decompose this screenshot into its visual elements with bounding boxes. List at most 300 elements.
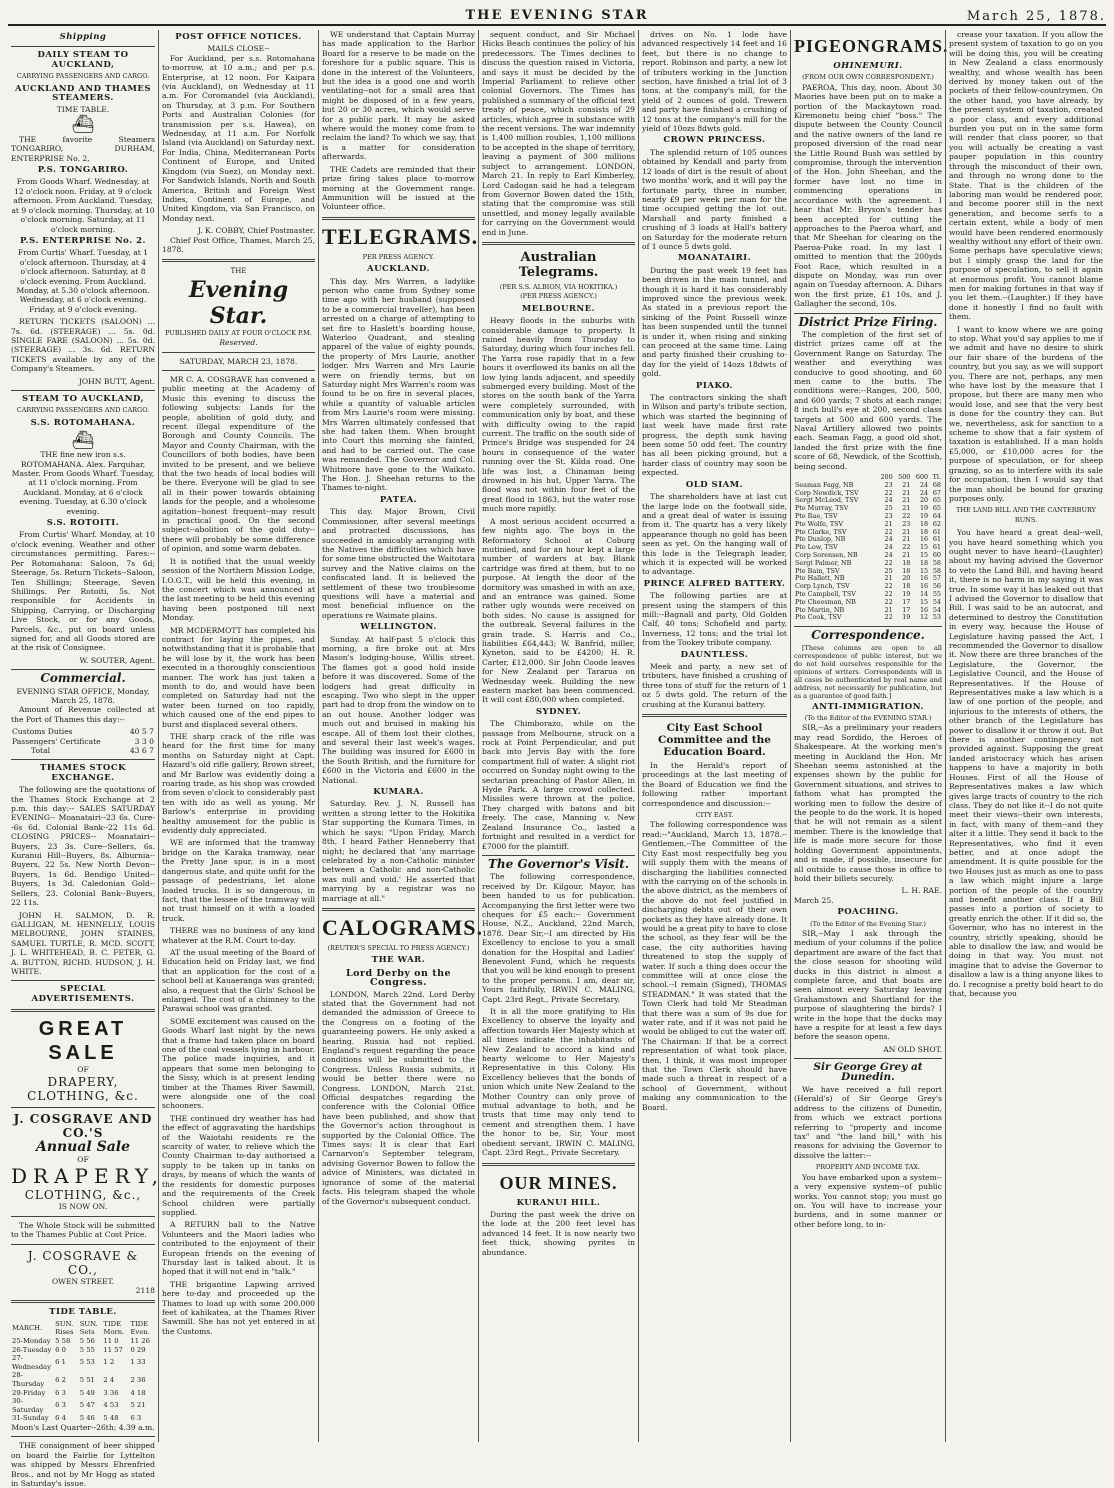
crown-princess-text: The splendid return of 105 ounces obtained by Kendall and party from 12 loads of dirt is the result of about two months' work, and it will pay the fortunate party, three in number, nearly £9 per week per man for the time occupied getting the lot out. Marshall and party finished a crushing of 3 loads at Hall's battery on Saturday for the moderate return of 1 ounce 5 dwts gold. (642, 147, 787, 251)
melbourne-text: Heavy floods in the suburbs with considerable damage to property. It rained heavily from Thursday to Saturday, during which four inches fell. The Yarra rose rapidly that in a few hours it overflowed its banks on all the low lying lands adjacent, and speedily submerged every building. Most of the stores on the south bank of the Yarra were completely surrounded, with communication only by boat, and these with difficulty owing to the rapid current. The traffic on the south side of Prince's Bridge was suspended for 24 hours in consequence of the water running over the St. Kilda road. One life was lost, a Chinaman being drowned in his hut, Upper Yarra. The flood was not within four feet of the great flood in 1863, but the water rose much more rapidly. (482, 316, 635, 514)
masthead-title: THE EVENING STAR (465, 8, 649, 23)
shipping-heading: Shipping (59, 32, 107, 42)
editorial-para: THE brigantine Lapwing arrived here to-day and proceeded up the Thames to load up with some 200,000 feet of kahikatea, at the Thames River Sawmill. She has not yet entered in at the Customs. (162, 1279, 315, 1336)
auckland-text: This day. Mrs Warren, a ladylike person who came from Sydney some time ago with her husband (supposed to be a commercial traveller), has been arrested on a charge of attempting to set fire to Haslett's boarding house, Waterloo Quadrant, and stealing apparel of the value of eighty pounds, the property of Mrs Laurie, another lodger. Mrs Warren and Mrs Laurie were on friendly terms, but on Saturday night Mrs Warren's room was found to be on fire in several places, while a quantity of valuable articles from Mrs Laurie's room were missing. Mrs Warren ultimately confessed that she had taken them. When brought into Court this morning she fainted, and had to be carried out. The case was remanded. The Governor and Col. Whitmore have gone to the Waikato. The Hon. J. Sheehan returns to the Thames to-night. (322, 276, 475, 493)
reuters-line: (REUTER'S SPECIAL TO PRESS AGENCY.) (327, 943, 470, 952)
masthead-date: March 25, 1878. (966, 9, 1106, 24)
tide-cell: 11 57 (103, 1345, 123, 1354)
table-row (11, 737, 155, 746)
of-word: OF (77, 1065, 89, 1075)
tide-col-head: SUN. Sets (79, 1319, 98, 1337)
table-row (11, 1354, 155, 1371)
wellington-text: Sunday. At half-past 5 o'clock this morning, a fire broke out at Mrs Mason's lodging-house, Willis street. The flames got a good hold inside before it was discovered. Some of the lodgers had great difficulty in escaping. Two who slept in the upper part had to drop from the window on to an out house. Another lodger was much out and bruised in making his escape. All of them lost their clothes, and several their last week's wages. The building was insured for £600 in the South British, and the furniture for £600 in the Victoria and £600 in the National. (322, 634, 475, 785)
score-cell: 55 (932, 590, 941, 599)
tide-cell: 5 55 (79, 1345, 95, 1354)
tide-cell: 3 36 (103, 1388, 119, 1397)
letter-signature: L. H. RAE. (901, 886, 942, 896)
carrying-line: CARRYING PASSENGERS AND CARGO. (16, 72, 150, 81)
score-cell: Pte Dunlop, NB (795, 535, 846, 544)
score-cell: 65 (932, 504, 941, 513)
score-cell: 58 (932, 566, 941, 575)
commercial-heading: Commercial. (40, 671, 126, 686)
tide-table (11, 1320, 155, 1423)
enterprise-heading: P.S. ENTERPRISE No. 2. (20, 235, 146, 246)
tide-cell: 5 48 (103, 1414, 119, 1423)
mails-text: For Auckland, per s.s. Rotomahana to-morrow, at 10 a.m.; and per p.s. Enterprise, at 12 noon. For Kaipara (via Auckland), on Wednesday at 11 a.m. For Coromandel (via Auckland), on Thursday, at 3 p.m. For Southern Ports and Australian Colonies (for transmission per s.s. Hawea), on Wednesday, at 11 a.m. For Norfolk Island (via Auckland) on Saturday next. For India, China, Mediterranean Ports Continent of Europe, and United Kingdom (via Suez), on Monday next. For Sandwich Islands, North and South America, British and Foreign West Indies, Continent of Europe, and United Kingdom, via San Francisco, on Monday next. (162, 53, 315, 223)
wellington-heading: WELLINGTON. (360, 622, 437, 633)
correspondence-heading: Correspondence. (811, 628, 925, 643)
pigeongrams-text: PAEROA, This day, noon. About 30 Maories have been put on to make a portion of the Mackaytown road. Kiremonetu being chief "boss." The dispute between the County Council and the native owners of the land re proposed diversion of the road near the Little Round Bush was settled by compromise, through the intervention of the Hon. John Sheehan, and the former have lost no time in commencing operations in accordance with the agreement. I hear that Mr. Bryson's tender has been accepted for cutting the approaches to the Paeroa wharf, and that Mr Sheehan for clearing on the Paeroa-Puke road. In my last I omitted to mention that the 200yds Foot Race, which resulted in a dispute on Monday, was run over again on Tuesday afternoon. A. Dihars won the first prize, £1 10s, and J. Gallagher the second, 10s. (794, 82, 943, 309)
score-cell: 22 (902, 543, 911, 552)
grey-speech-para: You have heard a great deal--well, you have heard something which you ought never to have heard--(Laughter) about my having advised the Governor to veto the Land Bill, and having heard it, there is no harm in my saying it was true. In some way it has leaked out that I advised the Governor to disallow that Bill. I was said to be an autocrat, and determined to destroy the Constitution in every way, because the House of Legislature having passed the Act, I recommended the Governor to disallow it. Now there are three branches of the Legislature, the Governor, the Legislative Council, and the House of Representatives. If the House of Representatives make a law which is a law of one portion of the people, and injurious to the interests of others, the other branch of the Legislature has power to disallow it or throw it out. But there is another contingency not provided against. Supposing the great landed aristocracy which has arisen happens to have a majority in both Houses. First of all the House of Representatives makes a law which gives large tracts of country to the rich class. They do not like it--I do not quite meet their views--their own interests, in fact, with many of them--and they alter it a little. They send it back to the Representatives, who find it even better, and at once adopt the amendment. It is quite possible for the two Houses just as much as one to pass a law which might injure a large portion of the people of the country and benefit another class. If a Bill passes into a portion of society to greatly enrich the other. If it did so, the Governor, who has no interest in the country, strictly speaking, should be able to disallow the law, and would be doing in that way. You must not imagine that to advise the Governor to disallow a law is a thing anyone likes to do. I recognise a pretty bold heart to do that, because you (949, 528, 1103, 999)
tide-cell: 6 2 (55, 1375, 66, 1384)
post-office-heading: POST OFFICE NOTICES. (175, 32, 302, 42)
melbourne-text-2: A most serious accident occurred a few nights ago. The boys in the Reformatory School at Coburg mutinied, and for an hour kept a large number of warders at bay. Blank cartridge was fired at them, but to no purpose. At length the door of the dormitory was smashed in with an axe, and an entrance was gained. Some rather ugly wounds were received on both sides. No cause is assigned for the outbreak. Several failures in the grain trade. S. Harris and Co., liabilities £64,443; W. Banfrid, miller, Kyneton, said to be £4200; H. R. Carter, £12,000. Sir John Coode leaves for New Zealand per Tararua on Wednesday week. Building the new eastern market has been commenced. It will cost £80,000 when completed. (482, 516, 635, 705)
kuranui-heading: KURANUI HILL. (516, 1197, 601, 1208)
column-2 (158, 30, 318, 1442)
moon-note: Moon's Last Quarter--26th; 4.39 a.m. (11, 1422, 155, 1432)
tide-cell: 25-Monday (12, 1337, 51, 1345)
news-para: THE Cadets are reminded that their prize firing takes place to-morrow morning at the Government range. Ammunition will be issued at the Volunteer office. (322, 164, 475, 212)
albion-line: (PER S.S. ALBION, VIA HOKITIKA.) (499, 282, 618, 291)
score-cell: 15 (919, 597, 929, 606)
score-cell: 24 (884, 535, 893, 544)
tide-cell: 6 1 (55, 1358, 66, 1367)
tide-cell: 5 49 (79, 1388, 95, 1397)
score-cell: 60 (932, 551, 941, 560)
postmaster: J. K. COBBY, Chief Postmaster. (197, 226, 315, 236)
score-cell: 16 (919, 605, 929, 614)
editorial-para: SOME excitement was caused on the Goods Wharf last night by the news that a frame had taken place on board one of the coal vessels lying in harbour. The police made inquiries, and it appears that some men belonging to the Sissy, which is at present lending timber at the Thames River Sawmill, were alongside one of the coal schooners. (162, 1016, 315, 1111)
moanatairi-heading: MOANATAIRI. (677, 253, 752, 264)
carrying-line-2: CARRYING PASSENGERS AND CARGO. (16, 406, 150, 415)
score-cell: 21 (902, 488, 911, 497)
to-editor: (To the Editor of the EVENING STAR.) (804, 714, 932, 723)
news-para: WE understand that Captain Murray has made application to the Harbor Board for a reserve to be made on the foreshore for a public square. This is done in the interest of the Volunteers, but the idea is a good one and worth ventilating--not for a small area that might be disposed of in a few years, but 20 or 30 acres, which would serve for a public park. It may be asked where would the money come from to reclaim the land? To which we say, that is a matter for consideration afterwards. (322, 30, 475, 162)
score-cell: 21 (902, 551, 911, 560)
now-on: IS NOW ON. (58, 1202, 108, 1212)
score-cell: 16 (919, 535, 929, 544)
tide-cell: 5 21 (130, 1401, 146, 1410)
score-cell: 65 (932, 496, 941, 505)
daily-steam-heading: DAILY STEAM TO AUCKLAND, (37, 50, 129, 70)
editorial-para: It is notified that the usual weekly session of the Northern Mission Lodge, I.O.G.T., will be held this evening, in the concert which was announced at the last meeting to be held this evening having been postponed till next Monday. (162, 556, 315, 623)
grey-dunedin-heading: Sir George Grey at Dunedin. (813, 1061, 923, 1083)
editorial-para: THERE was no business of any kind whatever at the R.M. Court to-day. (162, 926, 315, 945)
mails-close: MAILS CLOSE-- (207, 44, 270, 54)
kumara-text: Saturday. Rev. J. N. Russell has written a strong letter to the Hokitika Star supporting the Kumara Times, in which he says: "Upon Friday, March 8th, I heard Father Henneberry that night; he declared that 'any marriage celebrated by a non-Catholic minister between a Catholic and non-Catholic was null and void.' He asserted that marrying by a registrar was no marriage at all." (322, 799, 475, 903)
derby-text: LONDON, March 22nd. Lord Derby stated that the Government had not demanded the admission of Greece to the Congress on a footing of the guaranteeing powers. He only asked a hearing. Russia had not replied. England's request regarding the peace conditions will be submitted to the Congress. Unless Russia submits, it would be better there were no Congress. LONDON, March 21st. Official despatches regarding the conference with the Colonial Office have been published, and show that the Governor's action throughout is supported by the Colonial Office. The Times says: It is clear that Earl Carnarvon's September telegram, advising Governor Bowen to follow the advice of Ministers, was dictated in ignorance of some of the material facts. His telegram shaped the whole of the Governor's subsequent conduct. (322, 989, 475, 1206)
the-war-heading: THE WAR. (371, 955, 426, 966)
tide-cell: 5 56 (79, 1337, 95, 1345)
score-cell: Seaman Fagg, NB (795, 480, 854, 489)
score-col-head: 600 (915, 473, 929, 482)
sydney-heading: SYDNEY. (535, 706, 582, 717)
score-cell: 18 (919, 527, 929, 536)
dauntless-text: Meek and party, a new set of tributers, have finished a crushing of three tons of stuff for the return of 1 oz 5 dwts gold. The return of the crushing at the Kuranui battery. (642, 662, 787, 709)
tide-col-head: TIDE Even. (130, 1319, 150, 1337)
score-cell: Corp Sorensen, NB (795, 551, 858, 560)
table-row (794, 614, 942, 622)
table-row (11, 1346, 155, 1355)
score-cell: 21 (884, 519, 893, 528)
score-cell: 19 (919, 512, 929, 521)
tide-cell: 2 4 (103, 1375, 115, 1384)
score-cell: 23 (902, 519, 911, 528)
score-cell: 22 (884, 527, 893, 536)
score-cell: 21 (884, 605, 893, 614)
score-cell: 25 (884, 566, 893, 575)
score-cell: Corp Newdick, TSV (795, 488, 859, 497)
table-row (11, 1320, 155, 1337)
tide-cell: 26-Tuesday (12, 1345, 52, 1354)
score-cell: 18 (902, 558, 911, 567)
tide-cell: 1 33 (130, 1358, 146, 1367)
steamship-icon-2: ⛴ (71, 429, 95, 451)
score-cell: 67 (932, 488, 941, 497)
editorial-para: AT the usual meeting of the Board of Education held on Friday last, we find that an application for the cost of a school bell at Kauaeranga was granted; also, a request that the Girls' School be enlarged. The cost of a chimney to the Parawai school was granted. (162, 947, 315, 1014)
score-cell: 22 (884, 590, 893, 599)
score-cell: 19 (919, 504, 929, 513)
editorial-para: WE are informed that the tramway bridge on the Karaka tramway, near the Pretty Jane spur, is in a most dangerous state, and quite unfit for the passage of pedestrians, let alone loaded trucks. It is so dangerous, in fact, that the lessee of the tramway will not trust himself on it with a loaded truck. (162, 838, 315, 923)
tide-cell: 6 4 (55, 1414, 66, 1423)
prince-alfred-text: The following parties are at present using the stampers of this mill:--Bagnall and party, Old Golden Calf, 40 tons; Schofield and party, Inverness, 12 tons; and the trial lot from the Tookey tribute company. (642, 591, 787, 648)
ad-number: 2118 (135, 1286, 155, 1295)
tongariro-schedule: From Goods Wharf. Wednesday, at 12 o'clock noon. Friday, at 9 o'clock afternoon. From Auckland. Tuesday, at 9 o'clock morning. Thursday, at 10 o'clock morning. Saturday, at 11 o'clock morning. (11, 177, 155, 234)
piako-heading: PIAKO. (696, 380, 733, 391)
tide-cell: 5 51 (79, 1375, 95, 1384)
score-cell: 17 (902, 605, 911, 614)
governors-visit-text: The following correspondence, received by Dr. Kilgour, Mayor, has been handed to us for publication. Accompanying the first letter were two cheques for £5 each:-- Government House, N.Z., Auckland, 22nd March, 1878. Dear Sir,--I am directed by His Excellency to enclose to you a small donation for the Hospital and Ladies' Benevolent Fund, which he requests that you will be kind enough to present to the proper persons. I am, dear sir, Yours faithfully, IRWIN C. MALING, Capt. 23rd Regt., Private Secretary. (482, 872, 635, 1004)
score-cell: 21 (902, 496, 911, 505)
old-siam-heading: OLD SIAM. (685, 479, 744, 490)
tide-col-head: TIDE Morn. (103, 1319, 125, 1337)
score-cell: 12 (919, 613, 929, 622)
rotomahana-schedule: THE fine new iron s.s. ROTOMAHANA. Alex. Farquhar, Master. From Goods Wharf. Tuesday, at 11 o'clock morning. From Auckland. Monday, at 6 o'clock evening. Tuesday, at 6.30 o'clock evening. (11, 450, 155, 516)
score-cell: 64 (932, 512, 941, 521)
score-cell: Pte Cheesman, NB (795, 597, 856, 606)
score-cell: 22 (902, 512, 911, 521)
score-cell: 22 (884, 582, 893, 591)
editorial-para: THE sharp crack of the rifle was heard for the first time for many months on Saturday night at Capt. Hazard's old rifle gallery, Brown street, and Mr Barlow was evidently doing a roaring trade, as his shop was crowded from seven o'clock to considerably past ten with ido as well as young. Mr Barlow's enterprise in providing healthy amusement for the public is evidently duly appreciated. (162, 732, 315, 836)
score-cell: 16 (919, 582, 929, 591)
agent-butt: JOHN BUTT, Agent. (78, 376, 155, 386)
score-cell: 23 (884, 480, 893, 489)
score-cell: Corp Lynch, TSV (795, 582, 850, 591)
letter-date: March 25. (794, 895, 834, 905)
score-cell: 21 (902, 480, 911, 489)
score-cell: Pte Martin, NB (795, 605, 845, 614)
owen-street: OWEN STREET. (51, 1276, 115, 1286)
score-col-head: 200 (880, 473, 893, 482)
pigeongrams-heading: PIGEONGRAMS. (794, 36, 949, 56)
special-ads-heading: SPECIAL ADVERTISEMENTS. (31, 984, 135, 1004)
our-mines-heading: OUR MINES. (499, 1172, 618, 1193)
score-cell: Pte Clarke, TSV (795, 527, 847, 536)
score-cell: 15 (919, 566, 929, 575)
column-7 (945, 30, 1106, 1442)
grey-text: We have received a full report (Herald's) of Sir George Grey's address to the citizens of Dunedin, from which we extract portions referring to "property and income tax" and "the land bill," with his reasons for advising the Governor to dissolve the latter:-- (794, 1085, 942, 1160)
table-row (11, 1337, 155, 1346)
tide-cell: 4 18 (130, 1388, 146, 1397)
city-east-heading: City East School Committee and the Education Board. (658, 722, 771, 759)
steamship-icon: ⛴ (71, 114, 95, 136)
table-row (11, 727, 155, 736)
news-para: sequent conduct, and Sir Michael Hicks Beach continues the policy of his predecessors. The Times declines to discuss the question raised in Victoria, and says it must be decided by the Imperial Parliament to relieve other colonial Governors. The Times has published a summary of the official text treaty of peace, which consists of 29 articles, which agree in substance with the recent versions. The war indemnity is 1,400 million roubles, 1,100 millions to be accepted in the shape of territory, leaving a payment of 300 millions subject to arrangement. LONDON, March 21. In reply to Earl Kimberley, Lord Cadogan said he had a telegram from Governor Bowen dated the 15th, stating that the compromise was still unsettled, and money legally available for carrying on the Government would end in June. (482, 30, 635, 237)
anti-immigration-text: SIR,--As a preliminary your readers may read Sordido, the Heroes of Shakespeare. At the working men's meeting in Auckland the Hon. Mr Sheehan seems astonished at the expenses shown by the public for Government situations, and strives to fathom what has prompted the working men to follow the desire of the people to do the work. It is hoped that he will not remain as a silent member. There is the knowledge that life is made more secure for those holding Government appointments, and is made, if possible, insecure for all outside to cause those in office to hold their billets securely. (794, 723, 942, 883)
score-cell: 68 (932, 480, 941, 489)
tide-heading: TIDE TABLE. (49, 1307, 117, 1318)
score-cell: 22 (884, 488, 893, 497)
poaching-text: SIR,--May I ask through the medium of your columns if the police department are aware of the fact that the close season for shooting wild ducks in this district is almost a complete farce, and that boats are seen almost every Saturday leaving Grahamstown and Shortland for the purpose of slaughtering the birds? I write in the hope that the ducks may have a respite for at least a few days before the season opens. (794, 928, 942, 1042)
favorite-steamers: THE favorite Steamers TONGARIRO, DURHAM, ENTERPRISE No. 2, (11, 134, 155, 163)
tide-cell: 11 0 (103, 1337, 119, 1345)
clothing-word: CLOTHING, &c., (24, 1188, 142, 1203)
score-cell: 23 (884, 512, 893, 521)
drapery-clothing: DRAPERY, CLOTHING, &c. (27, 1074, 139, 1103)
patea-text: This day. Major Brown, Civil Commissioner, after several meetings and protracted discussions, has succeeded in amicably arranging with the Natives the difficulties which have for some time obstructed the Waitotara survey and the Native claims on the confiscated land. It is believed the settlement of these two troublesome questions will have a material and most beneficial influence on the operations re Waimate plains. (322, 507, 475, 620)
tide-cell: 27-Wednesday (12, 1354, 51, 1371)
revenue-value: 43 6 7 (129, 746, 154, 755)
piako-text: The contractors sinking the shaft in Wilson and party's tribute section, which was started the beginning of last week have made first rate progress, the depth sunk having been some 50 odd feet. The country has all been picking ground, but a harder class of country may soon be expected. (642, 393, 787, 478)
rotomahana-heading: S.S. ROTOMAHANA. (30, 417, 136, 428)
tide-cell: 1 2 (103, 1358, 115, 1367)
tide-cell: 30-Saturday (12, 1397, 44, 1414)
crown-princess-heading: CROWN PRINCESS. (663, 135, 766, 146)
revenue-value: 40 5 7 (129, 727, 154, 737)
score-cell: 24 (884, 496, 893, 505)
per-press: PER PRESS AGENCY. (362, 252, 435, 261)
tide-col-head: SUN. Rises (55, 1319, 74, 1337)
published-line: PUBLISHED DAILY AT FOUR O'CLOCK P.M. (165, 328, 312, 337)
tide-cell: 5 46 (79, 1414, 95, 1423)
score-cell: 17 (902, 597, 911, 606)
score-col-head: 500 (898, 473, 911, 482)
tax-text: You have embarked upon a system--a very expensive system--of public works. You cannot stop; you must go on. You will have to increase your burdens, and in some manner or other before long, to in- (794, 1172, 942, 1229)
score-cell: Pte Rae, TSV (795, 512, 838, 521)
editorial-para: THE continued dry weather has had the effect of aggravating the hardships of the Waiotahi residents re the scarcity of water, to relieve which the County Chairman to-day authorised a supply to be taken up in tanks on drays, by means of which the wants of the residents for domestic purposes and the requirements of the Creek School children were partially supplied. (162, 1113, 315, 1217)
score-cell: 62 (932, 519, 941, 528)
masthead (8, 4, 1106, 26)
score-cell: 18 (919, 519, 929, 528)
enterprise-schedule: From Curtis' Wharf. Tuesday, at 1 o'clock afternoon. Thursday, at 4 o'clock afternoon. Saturday, at 8 o'clock evening. From Auckland. Monday, at 5.30 o'clock afternoon. Wednesday, at 6 o'clock evening. Friday, at 9 o'clock evening. (16, 248, 150, 314)
editorial-para: MR MCDERMOTT has completed his contract for laying the pipes, and notwithstanding that it is probable that he will lose by it, the work has been executed in a thoroughly conscientious manner. The work has just taken a month to do, and would have been completed on Saturday had not the water been turned on too rapidly, which caused one of the end pipes to burst and displaced several others. (162, 625, 315, 729)
to-editor-2: (To the Editor of the Evening Star.) (810, 919, 926, 928)
rotoiti-schedule: From Curtis' Wharf. Monday, at 10 o'clock evening. Weather and other circumstances permitting. Fares:--Per Rotomahana: Saloon, 7s 6d; Steerage, 5s. Return Tickets--Saloon, Ten Shillings; Steerage, Seven Shillings. Per Rotoiti, 5s. Not responsible for Accidents in Shipping, Carrying, or Discharging Live Stock, or for any Goods, Parcels, &c., put on board unless signed for, and all Goods stored are at the risk of Consignee. (11, 530, 155, 653)
kuranui-text: During the past week the drive on the lode at the 200 feet level has advanced 14 feet. It is now nearly two feet thick, showing pyrites in abundance. (482, 1209, 635, 1257)
editorial-date: SATURDAY, MARCH 23, 1878. (179, 356, 298, 366)
telegrams-heading: TELEGRAMS. (322, 223, 479, 249)
editorial-para: A RETURN ball to the Native Volunteers and the Maori ladies who contributed to the enjoyment of their European friends on the evening of Thursday last is talked about. It is hoped that it will not end in "talk." (162, 1220, 315, 1277)
time-table-label: TIME TABLE. (56, 105, 110, 115)
kumara-heading: KUMARA. (373, 787, 424, 798)
score-cell: 25 (884, 504, 893, 513)
table-row (11, 1397, 155, 1414)
score-cell: 21 (902, 535, 911, 544)
revenue-label: Total (31, 746, 51, 755)
office-dateline: EVENING STAR OFFICE, Monday, March 25, 1878. (16, 686, 150, 705)
score-cell: 24 (919, 480, 929, 489)
post-office-date: Chief Post Office, Thames, March 25, 1878. (162, 235, 315, 254)
city-east-small: CITY EAST. (695, 811, 734, 820)
city-east-intro: In the Herald's report of proceedings at the last meeting of the Board of Education we find the following rather important correspondence and discussion:-- (642, 761, 787, 808)
poaching-heading: POACHING. (837, 907, 899, 918)
annual-sale: Annual Sale (35, 1138, 131, 1155)
exchange-heading: THAMES STOCK EXCHANGE. (40, 763, 126, 783)
score-cell: Sergt Palmer, NB (795, 558, 852, 567)
score-cell: 57 (932, 574, 941, 583)
exchange-text: The following are the quotations of the Thames Stock Exchange at 2 p.m. this day:-- SALES SATURDAY EVENING-- Moanatairi--23 6s. Cure--6s 6d. Colonial Bank--22 11s 6d. CLOSING PRICES-- Moanatairi--Buyers, 23 3s. Cure--Sellers, 6s. Kuranui Hill--Buyers, 8s. Alburnia--Buyers, 22 5s. New North Devon--Buyers, 1s 6d. Bendigo United--Buyers, 1s 3d. Caledonian Gold--Sellers, 23. Colonial Bank--Buyers, 22 11s. (11, 785, 155, 908)
press-agency-line: (PER PRESS AGENCY.) (520, 292, 597, 301)
tide-cell: 2 36 (130, 1375, 146, 1384)
score-cell: 22 (884, 597, 893, 606)
cosgrave-co: J. COSGRAVE & CO., (27, 1248, 139, 1277)
score-cell: 58 (932, 558, 941, 567)
score-cell: Pte Cook, TSV (795, 613, 842, 622)
score-cell: 53 (932, 613, 941, 622)
score-cell: 61 (932, 535, 941, 544)
cosgrave-name: J. COSGRAVE AND CO.'S (13, 1111, 153, 1140)
auckland-thames-heading: AUCKLAND AND THAMES STEAMERS. (14, 83, 151, 104)
correspondence-note: [These columns are open to all correspondence of public interest, but we do not hold ourselves responsible for the opinions of writers. Correspondents will in all cases be authenticated by real name and address, not necessarily for publication, but as a guarantee of good faith.] (794, 643, 942, 700)
score-cell: 24 (884, 551, 893, 560)
tide-cell: 5 58 (55, 1337, 71, 1345)
land-bill-heading: THE LAND BILL AND THE CANTERBURY RUNS. (956, 506, 1096, 524)
score-cell: 22 (884, 613, 893, 622)
tide-cell: 6 3 (55, 1401, 66, 1410)
reserved-line: Reserved. (219, 338, 258, 348)
score-cell: 56 (932, 582, 941, 591)
score-cell: 22 (884, 558, 893, 567)
column-1 (8, 30, 165, 1488)
score-cell: 19 (902, 590, 911, 599)
score-cell: 16 (919, 574, 929, 583)
score-cell: 61 (932, 527, 941, 536)
revenue-table (11, 727, 155, 755)
sydney-text: The Chimborazo, while on the passage from Melbourne, struck on a rock at Point Perpendicular, and put back into Jervis Bay with the fore compartment full of water. A slight riot occurred on Sunday night owing to the sectarian preaching of Pastor Allen, in Hyde Park. A large crowd collected. Missiles were thrown at the police. They charged with batons and bit freely. The case, Manning v. New Zealand Insurance Co., lasted a fortnight and resulted in a verdict for £7000 for the plaintiff. (482, 719, 635, 851)
scores-table (794, 474, 942, 622)
auckland-heading: AUCKLAND. (366, 264, 431, 275)
own-correspondent: (FROM OUR OWN CORRESPONDENT.) (802, 73, 934, 82)
table-row (11, 1414, 155, 1423)
return-tickets: RETURN TICKETS (SALOON) ... 7s. 6d. (STEERAGE) ... 5s. 0d. SINGLE FARE (SALOON) ... 5s. 0d. (STEERAGE) ... 3s. 6d. RETURN TICKETS available by any of the Company's Steamers. (11, 317, 155, 374)
score-cell: 21 (902, 527, 911, 536)
score-cell: 20 (919, 496, 929, 505)
column-5 (638, 30, 790, 1442)
district-prize-heading: District Prize Firing. (798, 314, 938, 329)
score-col-head: Tl. (932, 473, 941, 482)
table-row (11, 746, 155, 755)
revenue-label: Customs Duties (12, 727, 73, 737)
tide-cell: 5 53 (79, 1358, 95, 1367)
grey-speech-para: I want to know where we are going to stop. What you'd say applies to me if we admit and have no desire to shirk our fair share of the burdens of the country, but you say, as we will support you. There are not, perhaps, any men who have lost by the measure that I propose, but there are many men who would lose, and see that the very best is done for the country they can. But we, nevertheless, ask for sanction to a scheme to show that a fair system of taxation is established. If a man holds £5,000, or £10,000 acres for the purpose of speculation, or for sheep grazing, so as to interfere with its sale for occupation, then I would say that the man should be bound for grazing purposes only. (949, 324, 1103, 503)
tide-cell: 28-Thursday (12, 1371, 45, 1388)
score-cell: 18 (919, 558, 929, 567)
score-cell: 14 (919, 590, 929, 599)
score-cell: Pte Murray, TSV (795, 504, 849, 513)
drapery-word: DRAPERY, (11, 1164, 165, 1189)
of-word-2: OF (77, 1154, 89, 1164)
score-cell: 20 (902, 574, 911, 583)
tide-cell: 6 3 (55, 1388, 66, 1397)
score-cell: Pte Low, TSV (795, 543, 838, 552)
table-row (11, 1389, 155, 1398)
agent-souter: W. SOUTER, Agent. (79, 655, 155, 665)
revenue-label: Passengers' Certificate (12, 736, 101, 746)
steam-auckland-heading: STEAM TO AUCKLAND, (21, 394, 145, 404)
brokers-list: JOHN H. SALMON, D. R. GALLIGAN, M. HENNELLY, LOUIS MELBOURNE, JOHN STAINES, SAMUEL TURTLE, R. MCD. SCOTT, J. L. WHITEHEAD, B. C. FETER, G. A. BUTTON, RICHD. HUDSON, J. H. WHITE. (11, 910, 155, 976)
score-cell: 61 (932, 543, 941, 552)
editorial-para: MR C. A. COSGRAVE has convened a public meeting at the Academy of Music this evening to discuss the following subjects: Lands for the people, abolition of gold duty, and recent illegal expenditure of the Borough and County Councils. The Mayor and County Chairman, with the Councillors of both bodies, have been invited to be present, and we believe that the two heads of local bodies will be there. Everyone will be glad to see all in their power towards obtaining lands for the people, and a wholesome agitation--honest frequent--may result in practical good. On the second subject--abolition of the gold duty--there will probably be some difference of opinion, and some warm debates. (162, 374, 315, 554)
score-cell: 18 (902, 566, 911, 575)
tide-cell: 4 53 (103, 1401, 119, 1410)
prince-alfred-heading: PRINCE ALFRED BATTERY. (643, 578, 786, 589)
score-cell: Pte Wolfe, TSV (795, 519, 844, 528)
patea-heading: PATEA. (379, 494, 418, 505)
ohinemuri-heading: OHINEMURI. (833, 61, 903, 71)
revenue-value: 3 3 0 (134, 736, 154, 746)
column-3 (318, 30, 483, 1442)
old-shot-signature: AN OLD SHOT. (883, 1044, 942, 1054)
tide-cell: 0 29 (130, 1345, 146, 1354)
great-sale: GREAT SALE (38, 1018, 128, 1065)
tide-cell: 5 47 (79, 1401, 95, 1410)
consignment-note: THE consignment of beer shipped on board the Fairlie for Lyttelton was shipped by Messrs Ehrenfried Bros., and not by Mr Hogg as stated in Saturday's issue. (11, 1441, 155, 1488)
city-east-text: The following correspondence was read:--"Auckland, March 13, 1878.--Gentlemen,--The Committee of the City East most respectfully beg you will supply them with the means of discharging the liabilities connected with the carrying on of the schools in the above district, as the members of the above do not feel justified in discharging debts out of their own pockets as they have already done. It would be a great pity to have to close the school, as they fear will be the case, the city authorities having threatened to stop the supply of water. If such a thing does occur the committee will at once close the school.--I remain (Signed), THOMAS STEADMAN." It was stated that the Town Clerk had told Mr Steadman that there was a sum of 9s due for water rate, and if it was not paid he would be obliged to cut the water off. The Chairman: If that be a correct representation of what took place, then, I think, it was most improper that the Town Clerk should have made such a threat in respect of a school of Government, without making any communication to the Board. (642, 820, 787, 1112)
whole-stock: The Whole Stock will be submitted to the Thames Public at Cost Price. (11, 1220, 155, 1240)
score-cell: 19 (902, 613, 911, 622)
tide-cell: 11 26 (130, 1337, 150, 1345)
score-cell: 21 (884, 574, 893, 583)
calograms-heading: CALOGRAMS. (322, 914, 483, 940)
tide-cell: 6 0 (55, 1345, 66, 1354)
evening-star-nameplate: Evening Star. (188, 276, 289, 329)
score-cell: 24 (919, 488, 929, 497)
score-cell: Pte Bain, TSV (795, 566, 840, 575)
prize-firing-text: The completion of the first set of district prizes came off at the Government Range on Saturday. The weather and everything was conducive to good shooting, and 60 men came to the butts. The conditions were:--Ranges, 200, 500, and 600 yards; 7 shots at each range; 8 inch bull's eye at 200, second class targets at 500 and 600 yards. The Naval Artillery allowed two points each. Seaman Fagg, a good old shot, landed the first prize with the fine score of 68, Newdick, of the Scottish, being second. (794, 329, 942, 471)
score-cell: Pte Hallett, NB (795, 574, 845, 583)
score-cell: 54 (932, 597, 941, 606)
dauntless-heading: DAUNTLESS. (680, 649, 749, 660)
column-6 (790, 30, 949, 1442)
table-row (11, 1371, 155, 1388)
rotoiti-heading: S.S. ROTOITI. (46, 518, 120, 529)
grey-speech-para: crease your taxation. If you allow the present system of taxation to go on you will be doing this, you will be creating in New Zealand a class enormously wealthy, and whose wealth has been derived by money taken out of the pockets of their fellow-countrymen. On the other hand, you have already, by the present system of taxation, created a poor class, and every additional burden you put on in the same form will render that class poorer, so that you will actually be creating a vast pauper population in this country through the misconduct of their own, and through no wrong done to the State. That is the children of the laboring man would be rendered poor, and become poorer still in the next generation, and become serfs to a certain extent, while a body of men would have been rendered enormously wealthy without any effort of their own. Some perhaps have speculative views; but I simply grasp the land for the purpose of speculation, to sell it again at enormous profit. You cannot blame men for making fortunes in that way if you let them.--(Laughter.) If they have done it honestly I find no fault with them. (949, 30, 1103, 322)
tide-cell: 6 3 (130, 1414, 142, 1423)
score-cell: 15 (919, 543, 929, 552)
moanatairi-text: During the past week 19 feet has been driven in the main tunnel, and though it is hard it has considerably improved since the previous week. As stated in a previous report the sinking of the Point Russell winze has been suspended until the tunnel is under it, when rising and sinking can proceed at the same time. Laing and party finished their crushing to-day for the yield of 14ozs 18dwts of gold. (642, 265, 787, 379)
column-4 (478, 30, 638, 1442)
revenue-intro: Amount of Revenue collected at the Port of Thames this day:-- (11, 705, 155, 724)
australian-telegrams-heading: Australian Telegrams. (518, 249, 599, 280)
old-siam-text: The shareholders have at last cut the large lode on the footwall side, and a great deal of water is issuing from it. The quartz has a very likely appearance though no gold has been seen as yet. On the hanging wall of this lode is the Telegraph leader, which it is expected will be worked to advantage. (642, 492, 787, 577)
score-cell: 15 (919, 551, 929, 560)
property-tax-heading: PROPERTY AND INCOME TAX. (815, 1163, 921, 1172)
score-cell: 24 (884, 543, 893, 552)
melbourne-heading: MELBOURNE. (521, 303, 596, 314)
tide-cell: 31-Sunday (12, 1414, 49, 1423)
tide-col-head: MARCH. (12, 1324, 43, 1333)
score-cell: Sergt McLeod, TSV (795, 496, 859, 505)
score-cell: 18 (902, 582, 911, 591)
the-word: THE (230, 267, 247, 276)
tongariro-heading: P.S. TONGARIRO. (37, 165, 129, 176)
score-cell: 54 (932, 605, 941, 614)
score-cell: 21 (902, 504, 911, 513)
tide-cell: 29-Friday (12, 1388, 46, 1397)
score-cell: Pte Campbell, TSV (795, 590, 856, 599)
governors-visit-heading: The Governor's Visit. (488, 856, 629, 871)
